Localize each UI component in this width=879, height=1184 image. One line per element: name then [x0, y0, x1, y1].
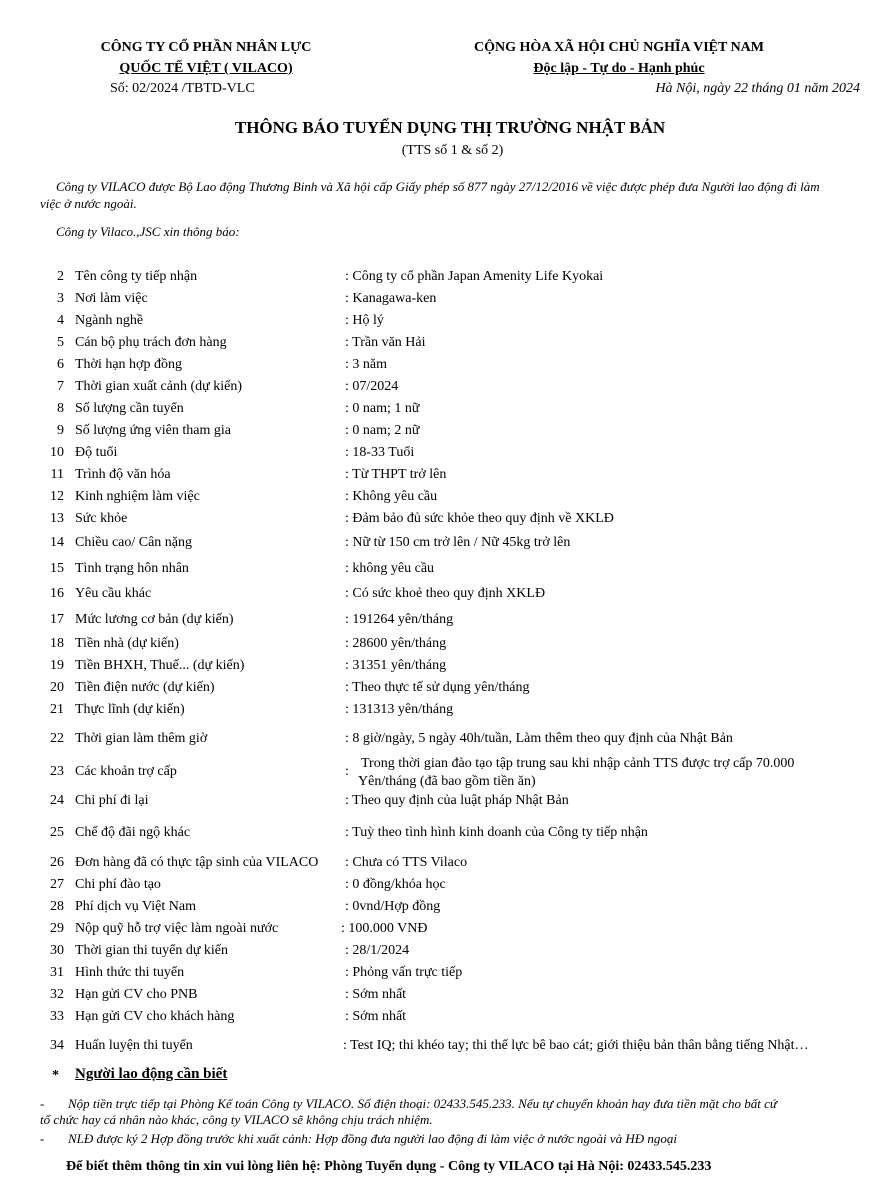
note-1-line-2: tổ chức hay cá nhân nào khác, công ty VILACO sẽ không chịu trách nhiệm.	[40, 1112, 433, 1127]
row-label: Huấn luyện thi tuyển	[75, 1038, 193, 1053]
detail-row	[0, 269, 879, 289]
detail-row	[0, 756, 879, 789]
detail-row	[0, 877, 879, 897]
row-label: Thời gian làm thêm giờ	[75, 731, 208, 746]
row-number: 13	[50, 511, 64, 526]
row-number: 32	[50, 987, 64, 1002]
row-number: 15	[50, 561, 64, 576]
detail-row	[0, 943, 879, 963]
row-label: Chiều cao/ Cân nặng	[75, 535, 193, 550]
row-label: Số lượng ứng viên tham gia	[75, 423, 231, 438]
row-value: : 131313 yên/tháng	[345, 702, 454, 717]
row-label: Chi phí đi lại	[75, 793, 149, 808]
detail-row	[0, 987, 879, 1007]
row-value: : 28/1/2024	[345, 943, 410, 958]
row-value: : 18-33 Tuổi	[345, 445, 415, 460]
intro-line-1: Công ty VILACO được Bộ Lao động Thương Binh và Xã hội cấp Giấy phép số 877 ngày 27/12/2016 về việc được phép đưa Người lao động đi làm	[56, 179, 820, 194]
row-label: Tiền nhà (dự kiến)	[75, 636, 179, 651]
row-label: Tiền điện nước (dự kiến)	[75, 680, 215, 695]
row-value: : 0vnd/Hợp đồng	[345, 899, 441, 914]
detail-row	[0, 731, 879, 751]
row-value: : Theo quy định của luật pháp Nhật Bản	[345, 793, 569, 808]
row-label: Chi phí đào tạo	[75, 877, 161, 892]
row-label: Mức lương cơ bản (dự kiến)	[75, 612, 234, 627]
row-value: : Chưa có TTS Vilaco	[345, 855, 468, 870]
detail-row	[0, 445, 879, 465]
detail-row	[0, 658, 879, 678]
row-label: Hạn gửi CV cho PNB	[75, 987, 198, 1002]
page-title: THÔNG BÁO TUYỂN DỤNG THỊ TRƯỜNG NHẬT BẢN	[234, 118, 666, 137]
intro-line-3: Công ty Vilaco.,JSC xin thông báo:	[56, 224, 240, 239]
row-label: Kinh nghiệm làm việc	[75, 489, 200, 504]
row-value-line-2: Yên/tháng (đã bao gồm tiền ăn)	[358, 774, 536, 789]
row-value: : 191264 yên/tháng	[345, 612, 454, 627]
row-label: Cán bộ phụ trách đơn hàng	[75, 335, 227, 350]
row-number: 3	[57, 291, 64, 306]
detail-row	[0, 511, 879, 531]
row-value: : 100.000 VNĐ	[341, 921, 428, 936]
row-label: Nơi làm việc	[75, 291, 148, 306]
detail-row	[0, 535, 879, 555]
row-value: : Kanagawa-ken	[345, 291, 437, 306]
note-1-dash: -	[40, 1096, 45, 1111]
contact-footer: Để biết thêm thông tin xin vui lòng liên hệ: Phòng Tuyển dụng - Công ty VILACO tại Hà Nội: 02433.545.233	[66, 1159, 712, 1174]
row-value: : Hộ lý	[345, 313, 384, 328]
row-value: : Sớm nhất	[345, 1009, 407, 1024]
row-number: 31	[50, 965, 64, 980]
detail-row	[0, 423, 879, 443]
note-2-dash: -	[40, 1131, 45, 1146]
row-value: : Theo thực tế sử dụng yên/tháng	[345, 680, 530, 695]
row-label: Tình trạng hôn nhân	[75, 561, 189, 576]
row-number: 17	[50, 612, 64, 627]
row-label: Độ tuổi	[75, 445, 118, 460]
row-number: 22	[50, 731, 64, 746]
company-name-line1: CÔNG TY CỔ PHẦN NHÂN LỰC	[100, 40, 312, 55]
row-label: Nộp quỹ hỗ trợ việc làm ngoài nước	[75, 921, 279, 936]
detail-row	[0, 702, 879, 722]
row-value: : Phỏng vấn trực tiếp	[345, 965, 463, 980]
detail-row	[0, 899, 879, 919]
row-label: Hạn gửi CV cho khách hàng	[75, 1009, 235, 1024]
row-label: Hình thức thi tuyển	[75, 965, 185, 980]
document-number: Số: 02/2024 /TBTD-VLC	[110, 81, 255, 96]
row-label: Đơn hàng đã có thực tập sinh của VILACO	[75, 855, 319, 870]
detail-row	[0, 855, 879, 875]
row-number: 30	[50, 943, 64, 958]
detail-row	[0, 401, 879, 421]
row-number: 6	[57, 357, 64, 372]
nation-title: CỘNG HÒA XÃ HỘI CHỦ NGHĨA VIỆT NAM	[473, 40, 764, 55]
notes-heading: Người lao động cần biết	[75, 1066, 228, 1082]
detail-row	[0, 965, 879, 985]
row-value: : Trần văn Hải	[345, 335, 426, 350]
row-label: Số lượng cần tuyển	[75, 401, 184, 416]
row-value: : 8 giờ/ngày, 5 ngày 40h/tuần, Làm thêm theo quy định của Nhật Bản	[345, 731, 733, 746]
note-2: NLĐ được ký 2 Hợp đồng trước khi xuất cảnh: Hợp đồng đưa người lao động đi làm việc ở nước ngoài và HĐ ngoại	[68, 1131, 677, 1146]
detail-row	[0, 489, 879, 509]
row-label: Thời hạn hợp đồng	[75, 357, 182, 372]
detail-row	[0, 561, 879, 581]
row-value: : Từ THPT trở lên	[345, 467, 447, 482]
row-label: Tên công ty tiếp nhận	[75, 269, 198, 284]
row-value: : Nữ từ 150 cm trở lên / Nữ 45kg trở lên	[345, 535, 571, 550]
row-value: :	[345, 764, 349, 779]
row-value: : Không yêu cầu	[345, 489, 438, 504]
row-label: Sức khỏe	[75, 511, 128, 526]
row-number: 9	[57, 423, 64, 438]
detail-row	[0, 636, 879, 656]
row-number: 14	[50, 535, 64, 550]
row-value-line-1: Trong thời gian đào tạo tập trung sau khi nhập cảnh TTS được trợ cấp 70.000	[361, 756, 795, 771]
row-label: Trình độ văn hóa	[75, 467, 171, 482]
row-number: 26	[50, 855, 64, 870]
row-value: : Tuỳ theo tình hình kinh doanh của Công ty tiếp nhận	[345, 825, 648, 840]
detail-row	[0, 921, 879, 941]
document-date: Hà Nội, ngày 22 tháng 01 năm 2024	[655, 81, 860, 96]
row-number: 24	[50, 793, 64, 808]
row-number: 5	[57, 335, 64, 350]
row-value: : không yêu cầu	[345, 561, 435, 576]
row-number: 27	[50, 877, 64, 892]
page-subtitle: (TTS số 1 & số 2)	[401, 143, 504, 158]
row-label: Các khoản trợ cấp	[75, 764, 177, 779]
nation-motto: Độc lập - Tự do - Hạnh phúc	[533, 61, 705, 76]
row-value: : 3 năm	[345, 357, 387, 372]
detail-row	[0, 467, 879, 487]
row-number: 18	[50, 636, 64, 651]
row-value: : Test IQ; thi khéo tay; thi thể lực bê bao cát; giới thiệu bản thân bằng tiếng Nhật…	[343, 1038, 809, 1053]
detail-row	[0, 313, 879, 333]
detail-row	[0, 793, 879, 813]
row-value: : 28600 yên/tháng	[345, 636, 447, 651]
detail-row	[0, 1038, 879, 1058]
row-number: 2	[57, 269, 64, 284]
row-number: 7	[57, 379, 64, 394]
intro-line-2: việc ở nước ngoài.	[40, 196, 137, 211]
row-number: 29	[50, 921, 64, 936]
row-label: Chế độ đãi ngộ khác	[75, 825, 191, 840]
row-value: : Công ty cổ phần Japan Amenity Life Kyokai	[345, 269, 604, 284]
row-number: 19	[50, 658, 64, 673]
detail-row	[0, 825, 879, 845]
row-number: 25	[50, 825, 64, 840]
detail-row	[0, 612, 879, 632]
row-value: : 0 đồng/khóa học	[345, 877, 446, 892]
row-value: : 0 nam; 1 nữ	[345, 401, 420, 416]
row-label: Thời gian xuất cảnh (dự kiến)	[75, 379, 242, 394]
row-value: : Có sức khoẻ theo quy định XKLĐ	[345, 586, 546, 601]
detail-row	[0, 379, 879, 399]
row-number: 8	[57, 401, 64, 416]
note-1-line-1: Nộp tiền trực tiếp tại Phòng Kế toán Công ty VILACO. Số điện thoại: 02433.545.233. Nếu tự chuyển khoản hay đưa tiền mặt cho bất cứ	[68, 1096, 777, 1111]
row-value: : 31351 yên/tháng	[345, 658, 447, 673]
row-label: Phí dịch vụ Việt Nam	[75, 899, 197, 914]
row-number: 10	[50, 445, 64, 460]
notes-bullet: *	[52, 1068, 59, 1083]
row-label: Yêu cầu khác	[75, 586, 152, 601]
row-label: Tiền BHXH, Thuế... (dự kiến)	[75, 658, 245, 673]
row-number: 4	[57, 313, 64, 328]
row-number: 28	[50, 899, 64, 914]
row-number: 11	[50, 467, 64, 482]
row-label: Ngành nghề	[75, 313, 144, 328]
detail-row	[0, 1009, 879, 1029]
row-number: 23	[50, 764, 64, 779]
row-value: : Đảm bảo đủ sức khỏe theo quy định về XKLĐ	[345, 511, 614, 526]
detail-row	[0, 680, 879, 700]
detail-row	[0, 357, 879, 377]
company-name-line2: QUỐC TẾ VIỆT ( VILACO)	[119, 61, 293, 76]
row-label: Thời gian thi tuyển dự kiến	[75, 943, 229, 958]
row-number: 33	[50, 1009, 64, 1024]
row-number: 20	[50, 680, 64, 695]
row-number: 16	[50, 586, 64, 601]
detail-row	[0, 335, 879, 355]
detail-row	[0, 291, 879, 311]
row-value: : Sớm nhất	[345, 987, 407, 1002]
row-number: 21	[50, 702, 64, 717]
row-number: 12	[50, 489, 64, 504]
row-number: 34	[50, 1038, 64, 1053]
row-label: Thực lĩnh (dự kiến)	[75, 702, 185, 717]
row-value: : 07/2024	[345, 379, 399, 394]
row-value: : 0 nam; 2 nữ	[345, 423, 420, 438]
detail-row	[0, 586, 879, 606]
